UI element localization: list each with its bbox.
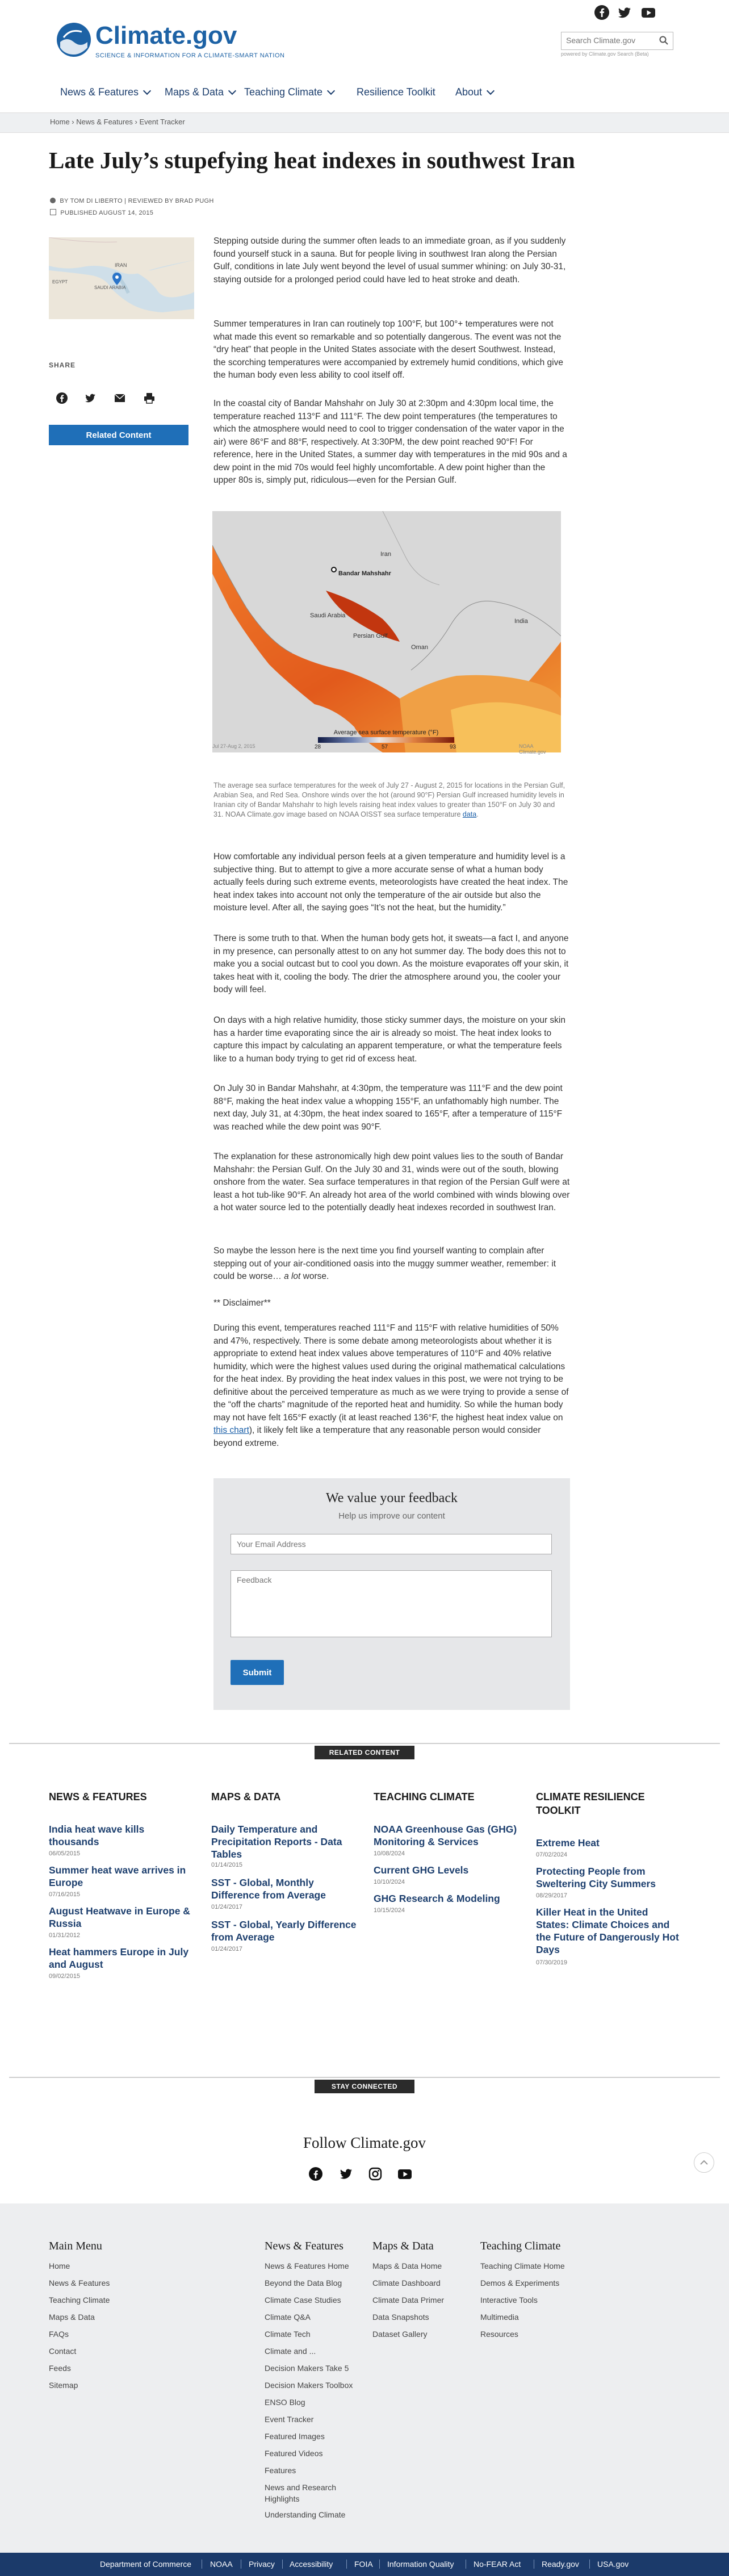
footer-link[interactable]: Understanding Climate <box>265 2510 346 2519</box>
calendar-icon <box>50 209 56 215</box>
submit-button[interactable]: Submit <box>231 1660 284 1685</box>
divider <box>9 1743 720 1744</box>
footer-link[interactable]: Featured Images <box>265 2432 325 2441</box>
footer-link[interactable]: Climate Q&A <box>265 2312 311 2322</box>
footer-link[interactable]: Teaching Climate <box>49 2295 110 2305</box>
separator <box>346 2560 347 2569</box>
feedback-textarea[interactable] <box>231 1570 552 1637</box>
footer-link[interactable]: Demos & Experiments <box>480 2278 560 2288</box>
related-date: 09/02/2015 <box>49 1973 81 1980</box>
p9-text-b: worse. <box>300 1272 329 1281</box>
related-link[interactable]: SST - Global, Monthly Difference from Average <box>211 1877 326 1901</box>
facebook-icon[interactable] <box>308 2167 323 2181</box>
gov-link[interactable]: FOIA <box>354 2560 373 2569</box>
footer-link[interactable]: Featured Videos <box>265 2449 323 2458</box>
article-paragraph-8: The explanation for these astronomically high dew point values lies to the south of Bandar Mahshahr: the Persian Gulf. On the July 30 and 31, winds were out of the south, blowing onshore from the water. Sea surface temperatures in that region of the Persian Gulf were at least a hot tub-like 90°F. An already hot area of the world combined with winds blowing over a hot water source led to the potentially deadly heat indexes recorded in southwest Iran. <box>213 1152 570 1212</box>
related-link[interactable]: Protecting People from Sweltering City Summers <box>536 1866 656 1889</box>
p9-text-a: So maybe the lesson here is the next time you find yourself wanting to complain after stepping out of your air-conditioned oasis into the muggy summer weather, remember: it could be worse… <box>213 1246 556 1281</box>
print-icon[interactable] <box>143 392 156 404</box>
nav-label: News & Features <box>60 86 139 98</box>
related-date: 10/10/2024 <box>374 1879 405 1885</box>
stay-connected-label: STAY CONNECTED <box>315 2080 414 2093</box>
facebook-icon[interactable] <box>594 5 610 20</box>
related-link[interactable]: India heat wave kills thousands <box>49 1824 145 1847</box>
article-paragraph-10 <box>213 1322 570 1450</box>
footer-link[interactable]: News & Features <box>49 2278 110 2288</box>
footer-link[interactable]: Climate Dashboard <box>372 2278 441 2288</box>
footer-link[interactable]: Climate Case Studies <box>265 2295 341 2305</box>
p10-text-b: ), it likely felt like a temperature that any reasonable person would consider beyond extreme. <box>213 1425 541 1448</box>
search-note: powered by Climate.gov Search (Beta) <box>561 51 649 57</box>
gov-link[interactable]: Department of Commerce <box>100 2560 192 2569</box>
breadcrumb[interactable]: Home › News & Features › Event Tracker <box>50 118 185 126</box>
footer-link[interactable]: Decision Makers Toolbox <box>265 2381 353 2390</box>
gov-link[interactable]: Privacy <box>249 2560 275 2569</box>
gov-link[interactable]: No-FEAR Act <box>474 2560 521 2569</box>
footer-link[interactable]: Data Snapshots <box>372 2312 429 2322</box>
email-icon[interactable] <box>114 392 126 404</box>
separator <box>379 2560 380 2569</box>
related-link[interactable]: Extreme Heat <box>536 1837 600 1849</box>
footer-heading: Main Menu <box>49 2240 102 2252</box>
chevron-down-icon <box>327 87 335 95</box>
chevron-up-icon <box>694 2153 714 2172</box>
instagram-icon[interactable] <box>368 2167 383 2181</box>
separator <box>589 2560 590 2569</box>
related-date: 01/31/2012 <box>49 1932 81 1939</box>
footer-heading: News & Features <box>265 2240 343 2252</box>
heat-index-chart-link[interactable]: this chart <box>213 1425 249 1435</box>
figure-label-gulf: Persian Gulf <box>353 633 388 639</box>
figure-label-oman: Oman <box>411 644 428 651</box>
feedback-title: We value your feedback <box>326 1491 458 1506</box>
twitter-icon[interactable] <box>84 392 97 404</box>
footer-link[interactable]: Multimedia <box>480 2312 519 2322</box>
gov-link[interactable]: Ready.gov <box>542 2560 579 2569</box>
related-col-heading: CLIMATE RESILIENCE TOOLKIT <box>536 1791 645 1816</box>
footer-link[interactable]: Interactive Tools <box>480 2295 538 2305</box>
youtube-icon[interactable] <box>640 5 656 20</box>
p10-text-a: During this event, temperatures reached 111°F and 115°F with relative humidities of 50% and 47%, respectively. There is some debate among meteorologists about whether it is appropriate to extend heat index values above temperatures of 110°F and 40% relative humidity, which were the highest values used during the original mathematical calculations for the heat index. By providing the heat index values in this post, we were not trying to be definitive about the perceived temperature as much as we were trying to provide a sense of the “off the charts” magnitude of the reported heat and humidity. So while the human body may not have felt 165°F exactly (it at least reached 136°F, the highest heat index value on <box>213 1323 569 1423</box>
divider <box>9 2077 720 2078</box>
related-link[interactable]: August Heatwave in Europe & Russia <box>49 1905 190 1929</box>
author-icon <box>50 198 56 203</box>
nav-news-features[interactable] <box>60 86 150 98</box>
related-link[interactable]: NOAA Greenhouse Gas (GHG) Monitoring & Services <box>374 1824 517 1847</box>
figure-credit: NOAA Climate.gov <box>519 743 546 755</box>
feedback-form <box>213 1478 570 1710</box>
youtube-icon[interactable] <box>397 2167 412 2181</box>
gov-links-bar <box>0 2553 729 2576</box>
sst-map-figure[interactable] <box>212 511 561 755</box>
gov-link[interactable]: NOAA <box>210 2560 233 2569</box>
footer-link[interactable]: Decision Makers Take 5 <box>265 2364 349 2373</box>
follow-heading: Follow Climate.gov <box>303 2134 426 2151</box>
caption-text: The average sea surface temperatures for the week of July 27 - August 2, 2015 for locations in the Persian Gulf, Arabian Sea, and Red Sea. Onshore winds over the hot (around 90°F) Persian Gulf increased humidity levels in Iranian city of Bandar Mahshahr to high levels raising heat index values to greater than 150°F on July 30 and 31. NOAA Climate.gov image based on NOAA OISST sea surface temperature <box>213 781 565 818</box>
site-header <box>0 0 729 108</box>
article-paragraph-9 <box>213 1245 570 1283</box>
twitter-icon[interactable] <box>617 5 632 20</box>
footer-link[interactable]: News & Features Home <box>265 2261 349 2270</box>
facebook-icon[interactable] <box>56 392 68 404</box>
nav-label: Resilience Toolkit <box>357 86 435 98</box>
search-input[interactable] <box>562 32 661 48</box>
footer-link[interactable]: FAQs <box>49 2330 69 2339</box>
figure-label-bandar: Bandar Mahshahr <box>338 570 391 577</box>
published-date <box>50 209 153 216</box>
nav-maps-data[interactable] <box>165 86 235 98</box>
location-map[interactable] <box>49 237 194 319</box>
footer-link[interactable]: ENSO Blog <box>265 2398 305 2407</box>
related-link[interactable]: Heat hammers Europe in July and August <box>49 1946 189 1970</box>
feedback-subtitle: Help us improve our content <box>338 1511 445 1521</box>
footer-link[interactable]: Contact <box>49 2347 77 2356</box>
article-paragraph-4: How comfortable any individual person feels at a given temperature and humidity level is a subjective thing. But to attempt to give a more accurate sense of what a human body actually feels during such extreme events, meteorologists have created the heat index. The heat index takes into account not only the temperature of the air outside but also the moisture level. After all, the saying goes “It’s not the heat, but the humidity.” <box>213 852 568 913</box>
map-label-iran: IRAN <box>115 262 127 268</box>
footer-link[interactable]: Dataset Gallery <box>372 2330 428 2339</box>
related-col-heading: NEWS & FEATURES <box>49 1791 147 1803</box>
footer-link[interactable]: Sitemap <box>49 2381 78 2390</box>
footer-heading: Maps & Data <box>372 2240 434 2252</box>
footer-link[interactable]: Climate Tech <box>265 2330 311 2339</box>
footer-link[interactable]: Resources <box>480 2330 518 2339</box>
caption-data-link[interactable]: data <box>462 810 477 818</box>
footer-link[interactable]: Climate Data Primer <box>372 2295 445 2305</box>
back-to-top-button[interactable] <box>694 2152 714 2173</box>
noaa-logo-icon[interactable] <box>57 23 91 57</box>
p9-emphasis: a lot <box>284 1272 301 1281</box>
main-nav <box>0 80 729 107</box>
related-date: 10/15/2024 <box>374 1907 405 1914</box>
related-link[interactable]: Current GHG Levels <box>374 1864 469 1876</box>
map-label-saudi: SAUDI ARABIA <box>94 285 126 290</box>
footer-heading: Teaching Climate <box>480 2240 561 2252</box>
gov-link[interactable]: Accessibility <box>290 2560 333 2569</box>
footer-link[interactable]: Maps & Data Home <box>372 2261 442 2270</box>
nav-about[interactable] <box>455 86 493 98</box>
article-paragraph-6: On days with a high relative humidity, those sticky summer days, the moisture on your skin has a harder time evaporating since the air is already so moist. The heat index looks to capture this impact by calculating an apparent temperature, or what the temperature feels like to a human body trying to get rid of excess heat. <box>213 1015 565 1064</box>
related-date: 01/14/2015 <box>211 1862 243 1868</box>
map-pin-icon[interactable] <box>112 273 122 288</box>
article-paragraph-2: Summer temperatures in Iran can routinely top 100°F, but 100°+ temperatures were not what made this event so remarkable and so potentially dangerous. The event was not the “dry heat” that people in the United States associate with the desert Southwest. Instead, the scorching temperatures were accompanied by extremely humid conditions, which give the human body even less ability to cool itself off. <box>213 319 563 380</box>
gov-link[interactable]: USA.gov <box>597 2560 629 2569</box>
related-date: 07/30/2019 <box>536 1959 568 1966</box>
figure-caption: The average sea surface temperatures for the week of July 27 - August 2, 2015 for locations in the Persian Gulf, Arabian Sea, and Red Sea. Onshore winds over the hot (around 90°F) Persian Gulf increased humidity levels in Iranian city of Bandar Mahshahr to high levels raising heat index values to greater than 150°F on July 30 and 31. NOAA Climate.gov image based on NOAA OISST sea surface temperature data. <box>213 781 565 818</box>
related-date: 10/08/2024 <box>374 1850 405 1857</box>
published-text: PUBLISHED AUGUST 14, 2015 <box>60 210 154 216</box>
related-content-label: RELATED CONTENT <box>315 1746 414 1759</box>
related-link[interactable]: Summer heat wave arrives in Europe <box>49 1864 186 1888</box>
twitter-icon[interactable] <box>338 2167 353 2181</box>
related-date: 01/24/2017 <box>211 1904 243 1910</box>
chevron-down-icon <box>487 87 495 95</box>
footer-link[interactable]: Features <box>265 2466 296 2475</box>
article-paragraph-1: Stepping outside during the summer often leads to an immediate groan, as if you suddenly found yourself stuck in a sauna. But for people living in southwest Iran along the Persian Gulf, conditions in late July went beyond the level of usual summer whining: on July 30-31, staying outside for a prolonged period could have led to heat stroke and death. <box>213 236 566 285</box>
nav-label: About <box>455 86 483 98</box>
site-footer <box>0 2203 729 2553</box>
related-link[interactable]: Killer Heat in the United States: Climate Choices and the Future of Dangerously Hot Days <box>536 1906 679 1955</box>
footer-link[interactable]: Beyond the Data Blog <box>265 2278 342 2288</box>
related-content-button[interactable]: Related Content <box>49 425 188 445</box>
figure-label-india: India <box>514 618 528 625</box>
footer-link[interactable]: Maps & Data <box>49 2312 95 2322</box>
search-box <box>561 32 673 50</box>
figure-label-saudi: Saudi Arabia <box>310 612 346 619</box>
legend-tick: 28 <box>315 744 321 750</box>
related-date: 01/24/2017 <box>211 1946 243 1952</box>
related-col-heading: MAPS & DATA <box>211 1791 281 1803</box>
figure-label-iran: Iran <box>380 551 391 558</box>
map-label-egypt: EGYPT <box>52 279 68 285</box>
legend-title: Average sea surface temperature (°F) <box>333 729 439 736</box>
footer-link[interactable]: Teaching Climate Home <box>480 2261 565 2270</box>
related-link[interactable]: Daily Temperature and Precipitation Reports - Data Tables <box>211 1824 342 1860</box>
related-link[interactable]: SST - Global, Yearly Difference from Average <box>211 1919 357 1943</box>
footer-link[interactable]: Climate and ... <box>265 2347 316 2356</box>
footer-link[interactable]: Event Tracker <box>265 2415 314 2424</box>
separator <box>282 2560 283 2569</box>
breadcrumb-bar <box>0 112 729 133</box>
email-field[interactable] <box>231 1534 552 1554</box>
figure-date: Jul 27-Aug 2, 2015 <box>212 743 255 749</box>
related-col-heading: TEACHING CLIMATE <box>374 1791 475 1803</box>
legend-colorbar <box>318 737 454 743</box>
related-date: 08/29/2017 <box>536 1892 568 1899</box>
related-date: 07/16/2015 <box>49 1891 81 1898</box>
chevron-down-icon <box>228 87 236 95</box>
nav-teaching-climate[interactable] <box>244 86 334 98</box>
legend-tick: 57 <box>382 744 388 750</box>
byline <box>50 198 214 204</box>
legend-tick: 93 <box>450 744 456 750</box>
related-date: 06/05/2015 <box>49 1850 81 1857</box>
nav-label: Teaching Climate <box>244 86 323 98</box>
site-logo-text[interactable]: Climate.gov <box>95 22 237 49</box>
article-paragraph-3: In the coastal city of Bandar Mahshahr on July 30 at 2:30pm and 4:30pm local time, the temperature reached 113°F and 111°F. The dew point temperatures (the temperatures to which the atmosphere would need to cool to trigger condensation of the water vapor in the air) were 86°F and 88°F, respectively. At 3:30PM, the dew point reached 90°F! For reference, here in the United States, a summer day with temperatures in the mid 90s and a dew point in the mid 70s would feel highly uncomfortable. A dew point higher than the upper 80s is, simply put, ridiculous—even for the Persian Gulf. <box>213 399 567 485</box>
nav-label: Maps & Data <box>165 86 224 98</box>
article-paragraph-7: On July 30 in Bandar Mahshahr, at 4:30pm, the temperature was 111°F and the dew point 88°F, making the heat index value a whopping 155°F, an unfathomably high number. The next day, July 31, at 4:30pm, the heat index soared to 165°F, after a temperature of 115°F was reached while the dew point was 90°F. <box>213 1084 563 1132</box>
footer-link[interactable]: News and Research Highlights <box>265 2483 337 2503</box>
search-icon[interactable] <box>659 36 668 48</box>
site-tagline: SCIENCE & INFORMATION FOR A CLIMATE-SMART NATION <box>95 52 285 59</box>
byline-text: BY TOM DI LIBERTO | REVIEWED BY BRAD PUGH <box>60 198 214 204</box>
related-date: 07/02/2024 <box>536 1851 568 1858</box>
disclaimer-heading: ** Disclaimer** <box>213 1298 271 1308</box>
share-label: SHARE <box>49 361 76 369</box>
footer-link[interactable]: Feeds <box>49 2364 71 2373</box>
chevron-down-icon <box>143 87 151 95</box>
nav-resilience-toolkit[interactable] <box>357 86 435 98</box>
footer-link[interactable]: Home <box>49 2261 70 2270</box>
article-paragraph-5: There is some truth to that. When the human body gets hot, it sweats—a fact I, and anyone in my presence, can personally attest to on any hot summer day. The body does this not to make you a social outcast but to cool you down. As the moisture evaporates off your skin, it takes heat with it, cooling the body. The drier the atmosphere around you, the cooler your body will feel. <box>213 934 569 994</box>
page-title: Late July’s stupefying heat indexes in southwest Iran <box>49 147 575 173</box>
related-link[interactable]: GHG Research & Modeling <box>374 1893 500 1904</box>
location-marker-icon <box>330 566 337 576</box>
gov-link[interactable]: Information Quality <box>387 2560 454 2569</box>
